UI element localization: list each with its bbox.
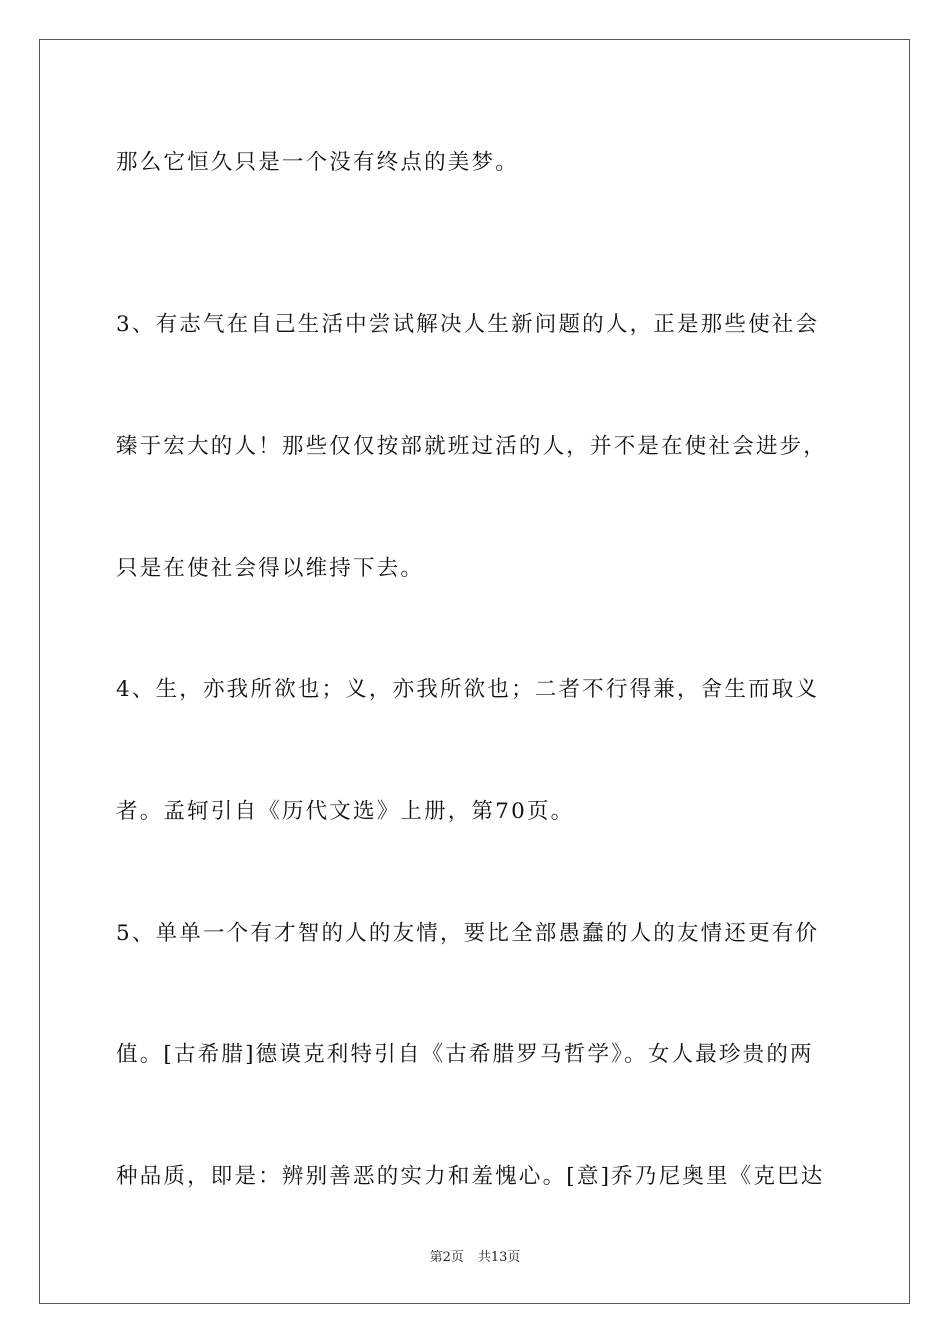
text-line-2: 3、有志气在自己生活中尝试解决人生新问题的人，正是那些使社会	[116, 312, 820, 337]
page-footer	[0, 1246, 950, 1265]
text-line-3: 臻于宏大的人！那些仅仅按部就班过活的人，并不是在使社会进步，	[116, 434, 828, 459]
text-line-7: 5、单单一个有才智的人的友情，要比全部愚蠢的人的友情还更有价	[116, 921, 820, 946]
text-line-9: 种品质，即是：辨别善恶的实力和羞愧心。[意]乔乃尼奥里《克巴达	[116, 1164, 825, 1189]
document-body	[116, 122, 836, 1217]
page-total: 共13页	[477, 1250, 521, 1265]
text-line-1: 那么它恒久只是一个没有终点的美梦。	[116, 150, 519, 175]
text-line-4: 只是在使社会得以维持下去。	[116, 556, 425, 581]
page-number: 第2页	[429, 1250, 464, 1265]
text-line-5: 4、生，亦我所欲也；义，亦我所欲也；二者不行得兼，舍生而取义	[116, 677, 820, 702]
text-line-8: 值。[古希腊]德谟克利特引自《古希腊罗马哲学》。女人最珍贵的两	[116, 1042, 814, 1067]
text-line-6: 者。孟轲引自《历代文选》上册，第70页。	[116, 799, 575, 824]
